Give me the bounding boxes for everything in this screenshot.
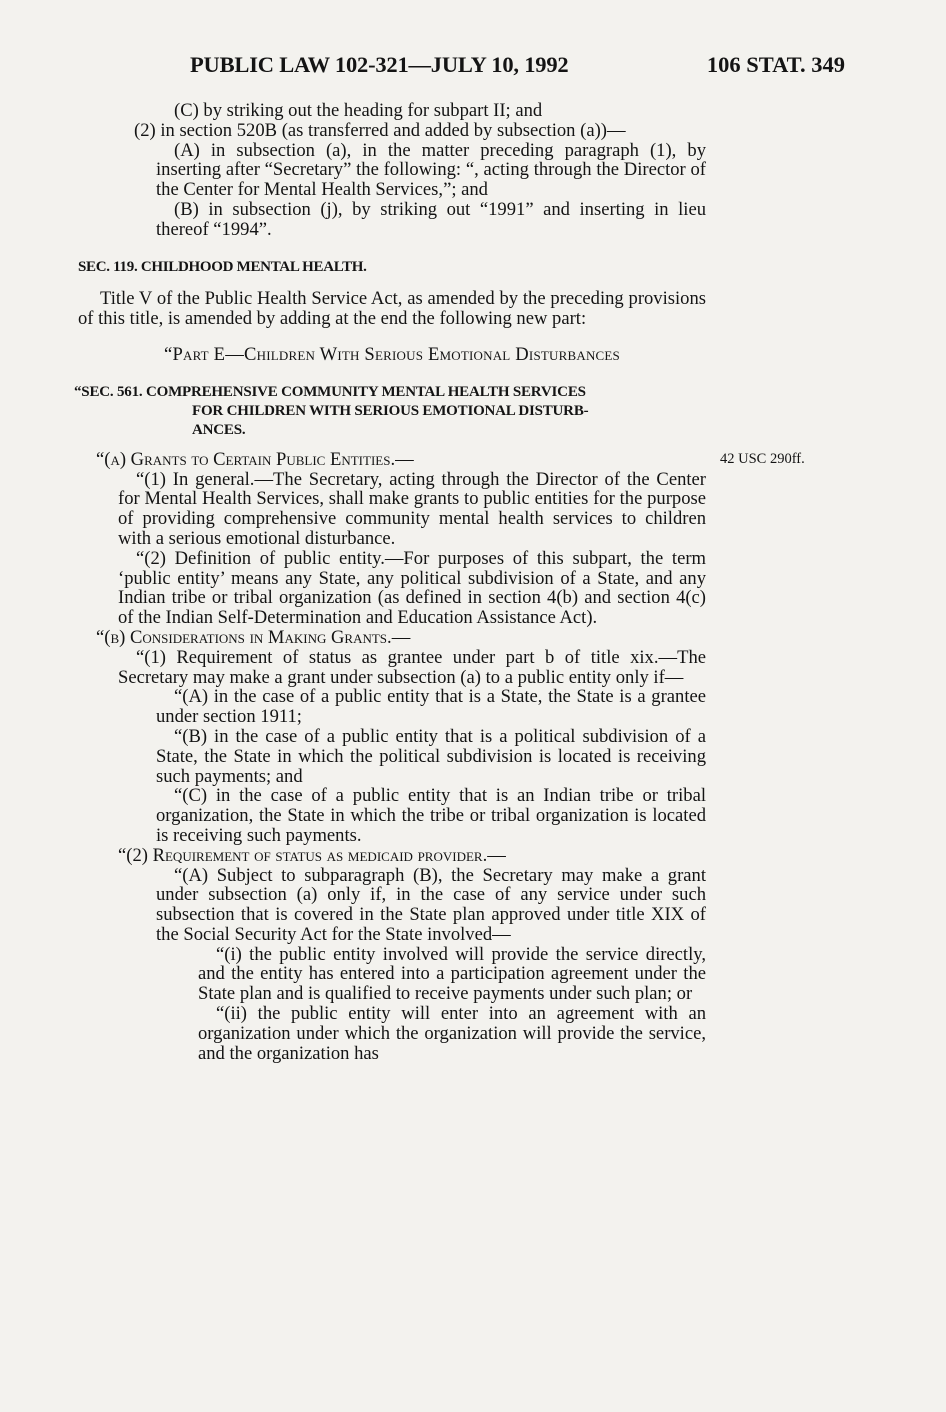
paragraph-b1-grantee-requirement: “(1) Requirement of status as grantee under part b of title xix.—The Secretary may make a grant under subsection (a) to a public entity only if— <box>118 646 706 688</box>
paragraph-b1a: “(A) in the case of a public entity that is a State, the State is a grantee under section 1911; <box>156 686 706 728</box>
paragraph-a-subsection: (A) in subsection (a), in the matter preceding paragraph (1), by inserting after “Secretary” the following: “, acting through the Director of the Center for Mental Health Services,”; and <box>156 139 706 201</box>
subsection-a-heading: “(a) Grants to Certain Public Entities.— <box>96 448 414 470</box>
section-561-heading-line3: ANCES. <box>192 421 246 438</box>
paragraph-b2-medicaid-requirement: “(2) Requirement of status as medicaid provider.— <box>118 844 506 866</box>
subsection-b-heading: “(b) Considerations in Making Grants.— <box>96 626 411 648</box>
section-561-heading <box>74 383 706 440</box>
margin-citation: 42 USC 290ff. <box>720 451 805 467</box>
document-body <box>74 100 706 1064</box>
paragraph-a1-in-general: “(1) In general.—The Secretary, acting through the Director of the Center for Mental Health Services, shall make grants to public entities for the purpose of providing comprehensive community mental health services to children with a serious emotional disturbance. <box>118 468 706 549</box>
paragraph-b1c: “(C) in the case of a public entity that is an Indian tribe or tribal organization, the State in which the tribe or tribal organization is located is receiving such payments. <box>156 785 706 846</box>
section-119-heading: SEC. 119. CHILDHOOD MENTAL HEALTH. <box>78 258 367 275</box>
paragraph-b2a-i: “(i) the public entity involved will provide the service directly, and the entity has entered into a participation agreement under the State plan and is qualified to receive payments under such plan; or <box>198 943 706 1005</box>
paragraph-b2a-ii: “(ii) the public entity will enter into an agreement with an organization under which the organization will provide the service, and the organization has <box>198 1003 706 1064</box>
paragraph-b2a: “(A) Subject to subparagraph (B), the Secretary may make a grant under subsection (a) only if, in the case of any service under such subsection that is covered in the State plan approved under title XIX of the Social Security Act for the State involved— <box>156 864 706 945</box>
paragraph-c-heading: (C) by striking out the heading for subpart II; and <box>174 100 543 121</box>
paragraph-title-v-amendment: Title V of the Public Health Service Act, as amended by the preceding provisions of this title, is amended by adding at the end the following new part: <box>78 288 706 330</box>
section-561-heading-line1: “SEC. 561. COMPREHENSIVE COMMUNITY MENTAL HEALTH SERVICES <box>74 383 586 400</box>
paragraph-2-section-520b: (2) in section 520B (as transferred and added by subsection (a))— <box>134 119 626 141</box>
page-header <box>190 52 845 82</box>
paragraph-b-subsection-j: (B) in subsection (j), by striking out “1991” and inserting in lieu thereof “1994”. <box>156 198 706 240</box>
paragraph-a2-definition: “(2) Definition of public entity.—For purposes of this subpart, the term ‘public entity’ means any State, any political subdivision of a State, and any Indian tribe or tribal organization (as defined in section 4(b) and section 4(c) of the Indian Self-Determination and Education Assistance Act). <box>118 547 706 629</box>
header-stat-page: 106 STAT. 349 <box>706 52 845 77</box>
part-e-heading: “Part E—Children With Serious Emotional Disturbances <box>164 343 620 365</box>
section-561-heading-line2: FOR CHILDREN WITH SERIOUS EMOTIONAL DISTURB- <box>192 402 589 419</box>
paragraph-b1b: “(B) in the case of a public entity that is a political subdivision of a State, the State in which the political subdivision is located is receiving such payments; and <box>156 725 706 787</box>
header-title: PUBLIC LAW 102-321—JULY 10, 1992 <box>190 52 569 77</box>
